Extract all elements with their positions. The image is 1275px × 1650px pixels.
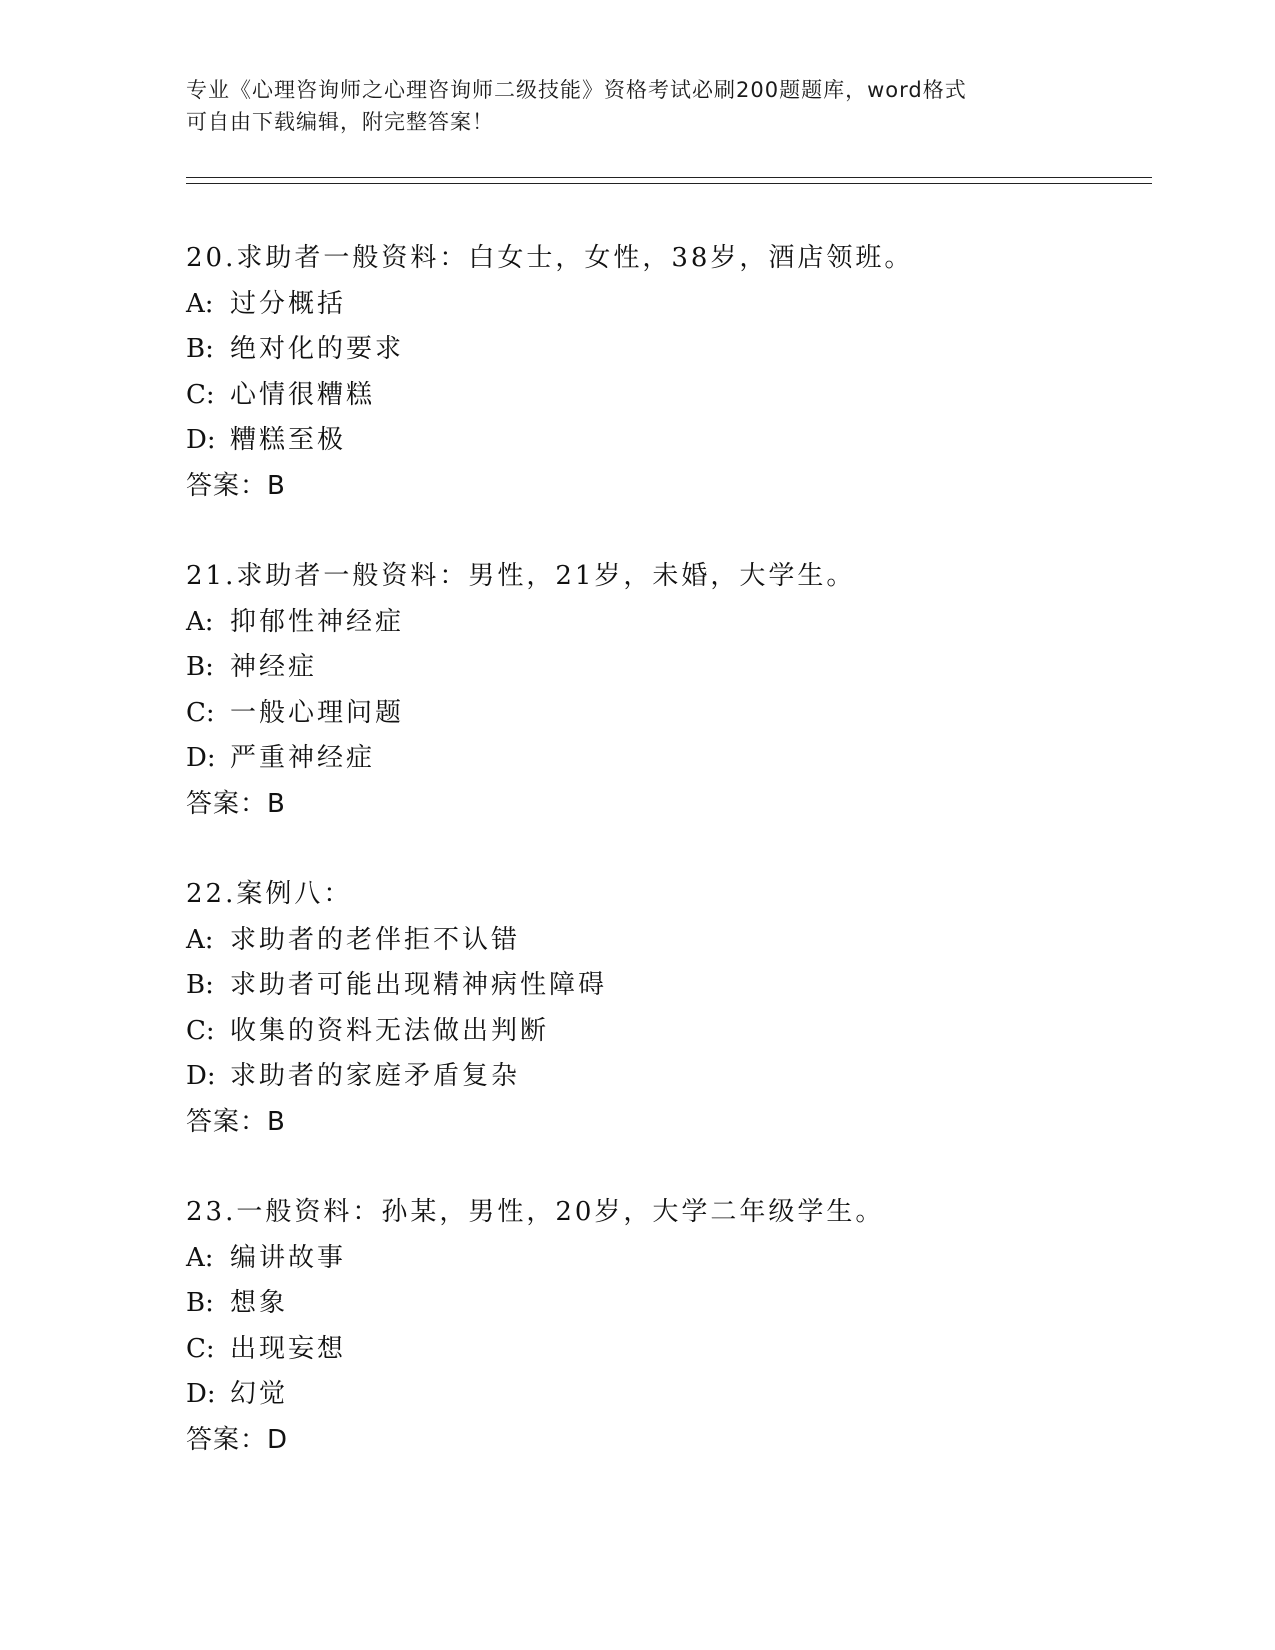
option-c: [186, 1009, 1146, 1055]
option-letter: B:: [186, 1288, 214, 1318]
option-letter: A:: [186, 606, 214, 637]
header-title-line-1: 专业《心理咨询师之心理咨询师二级技能》资格考试必刷200题题库，word格式: [186, 78, 967, 102]
option-text: 一般心理问题: [230, 697, 405, 728]
option-c: [186, 691, 1146, 737]
option-d: [186, 418, 1146, 464]
option-letter: A:: [186, 924, 214, 955]
option-text: 求助者的家庭矛盾复杂: [230, 1061, 521, 1091]
answer-line: 答案：B: [186, 470, 286, 501]
option-text: 收集的资料无法做出判断: [230, 1015, 550, 1046]
option-text: 幻觉: [230, 1379, 289, 1409]
question-20: [186, 236, 1146, 554]
option-text: 神经症: [230, 652, 318, 682]
option-letter: B:: [186, 652, 214, 682]
header-double-rule: [186, 177, 1152, 184]
question-22: [186, 872, 1146, 1190]
answer-line: 答案：B: [186, 1106, 286, 1137]
option-b: [186, 963, 1146, 1009]
option-letter: D:: [186, 1379, 216, 1409]
option-letter: C:: [186, 1333, 215, 1364]
option-text: 糟糕至极: [230, 425, 347, 455]
option-letter: A:: [186, 288, 214, 319]
question-stem: 23.一般资料：孙某，男性，20岁，大学二年级学生。: [186, 1197, 885, 1227]
option-letter: C:: [186, 379, 215, 410]
document-header: [186, 74, 1086, 138]
option-letter: D:: [186, 1061, 216, 1091]
question-stem: 20.求助者一般资料：白女士，女性，38岁，酒店领班。: [186, 243, 914, 273]
option-text: 严重神经症: [230, 743, 376, 773]
option-text: 过分概括: [230, 288, 347, 319]
answer-line: 答案：B: [186, 788, 286, 819]
option-letter: C:: [186, 697, 215, 728]
option-letter: D:: [186, 425, 216, 455]
option-text: 编讲故事: [230, 1242, 347, 1273]
option-text: 想象: [230, 1288, 289, 1318]
option-letter: D:: [186, 743, 216, 773]
header-title-line-2: 可自由下载编辑，附完整答案！: [186, 110, 494, 134]
option-a: [186, 600, 1146, 646]
question-23: [186, 1190, 1146, 1508]
question-21: [186, 554, 1146, 872]
option-d: [186, 736, 1146, 782]
option-letter: B:: [186, 970, 214, 1000]
option-a: [186, 282, 1146, 328]
option-letter: C:: [186, 1015, 215, 1046]
question-list: [186, 236, 1146, 1508]
option-letter: A:: [186, 1242, 214, 1273]
option-c: [186, 1327, 1146, 1373]
option-text: 出现妄想: [230, 1333, 347, 1364]
answer-line: 答案：D: [186, 1424, 289, 1455]
question-stem: 22.案例八：: [186, 879, 353, 909]
option-b: [186, 327, 1146, 373]
option-b: [186, 645, 1146, 691]
option-b: [186, 1281, 1146, 1327]
question-stem: 21.求助者一般资料：男性，21岁，未婚，大学生。: [186, 561, 856, 591]
option-text: 求助者可能出现精神病性障碍: [230, 970, 608, 1000]
option-d: [186, 1054, 1146, 1100]
option-a: [186, 918, 1146, 964]
option-text: 求助者的老伴拒不认错: [230, 924, 521, 955]
option-d: [186, 1372, 1146, 1418]
option-text: 心情很糟糕: [230, 379, 376, 410]
option-text: 抑郁性神经症: [230, 606, 405, 637]
option-c: [186, 373, 1146, 419]
option-a: [186, 1236, 1146, 1282]
option-text: 绝对化的要求: [230, 334, 405, 364]
option-letter: B:: [186, 334, 214, 364]
